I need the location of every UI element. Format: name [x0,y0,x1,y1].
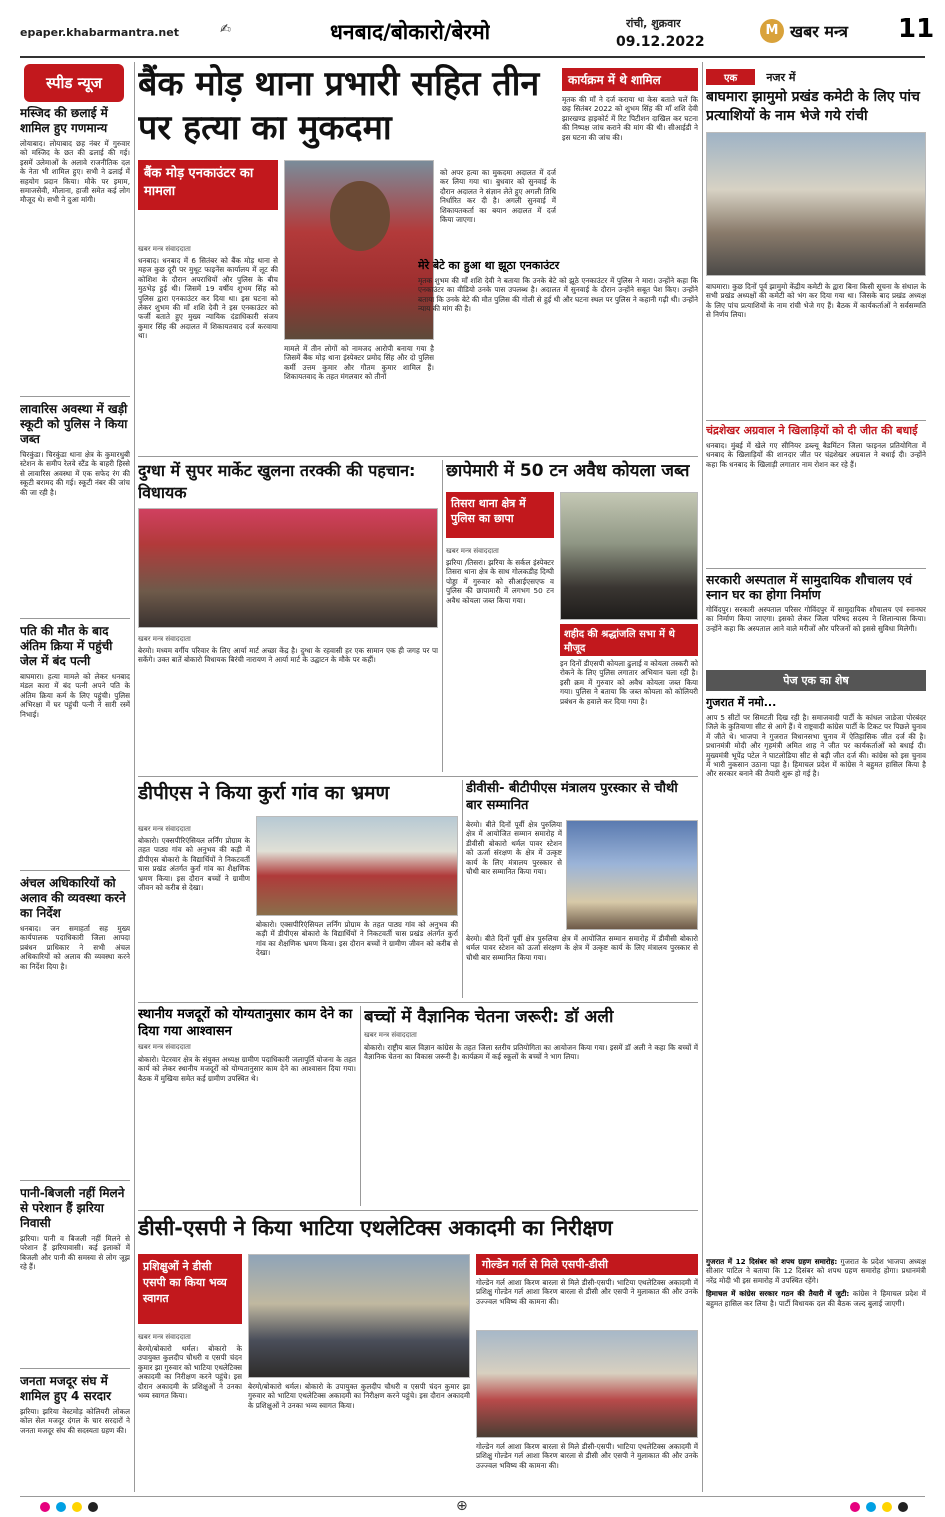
gujarat-subsection [706,1257,926,1285]
gujarat-sub-headline: गुजरात में 12 दिसंबर को शपथ ग्रहण समारोह: [706,1257,838,1266]
encounter-box [418,258,698,452]
golden-girl-box [476,1254,698,1490]
at-a-glance-tag [706,66,802,82]
tribute-headline: शहीद की श्रद्धांजलि सभा में थे मौजूद [560,624,698,656]
science-byline: खबर मन्त्र संवाददाता [364,1031,417,1039]
color-dot [882,1502,892,1512]
main-headline: बैंक मोड़ थाना प्रभारी सहित तीन पर हत्या का मुकदमा [138,64,540,148]
photo-award-ceremony [566,820,698,930]
city-day: रांची, शुक्रवार [626,17,681,30]
speed-item-title: अंचल अधिकारियों को अलाव की व्यवस्था करने का निर्देश [20,876,126,920]
gujarat-headline: गुजरात में नमो... [706,696,777,709]
speed-news-item [20,402,130,612]
main-byline: खबर मन्त्र संवाददाता [138,245,191,253]
dps-body-cont: बोकारो। एक्सपीरिएंसियल लर्निंग प्रोग्राम के तहत पाठ्य गांव को अनुभव की कड़ी में डीपीएस बोकारो के विद्यार्थियों ने निकटवर्ती चास प्रखंड अंतर्गत कुर्रा गांव का शैक्षणिक भ्रमण किया। इस दौरान बच्चों ने ग्रामीण जीवन को करीब से देखा। [256,920,458,958]
crosshair-icon: ⊕ [456,1500,468,1514]
academy-sub-box [138,1254,242,1324]
brand-m-icon: M [760,19,784,43]
tag-left: एक [706,69,755,85]
workers-headline: स्थानीय मजदूरों को योग्यतानुसार काम देने का दिया गया आश्वासन [138,1007,353,1039]
dps-byline: खबर मन्त्र संवाददाता [138,825,191,833]
divider [138,1210,698,1211]
speed-item-title: मस्जिद की छलाई में शामिल हुए गणमान्य [20,106,108,135]
cursor-icon: ✍ [220,22,231,37]
continued-section-title: पेज एक का शेष [706,670,926,691]
academy-headline: डीसी-एसपी ने किया भाटिया एथलेटिक्स अकादमी का निरीक्षण [138,1216,613,1240]
workers-byline: खबर मन्त्र संवाददाता [138,1043,191,1051]
raid-sub-box [446,492,554,538]
supermarket-headline: दुग्धा में सुपर मार्केट खुलना तरक्की की पहचान: विधायक [138,461,416,502]
workers-body: बोकारो। पेटरवार क्षेत्र के संयुक्त अध्यक्ष ग्रामीण पदाधिकारी जलापूर्ति योजना के तहत कार्य को लेकर स्थानीय मजदूरों को योग्यतानुसार काम देने का आश्वासन दिया गया। बैठक में मुखिया समेत कई ग्रामीण उपस्थित थे। [138,1055,356,1083]
right-story-jmm [706,62,926,420]
himachal-sub-headline: हिमाचल में कांग्रेस सरकार गठन की तैयारी में जुटी: [706,1289,850,1299]
divider [20,1368,130,1369]
section-title: धनबाद/बोकारो/बेरमो [330,20,491,44]
divider [20,1180,130,1181]
encounter-body: मृतक शुभम की माँ शशि देवी ने बताया कि उनके बेटे को झूठे एनकाउंटर में पुलिस ने मारा। उन्होंने कहा कि एनकाउंटर का वीडियो उनके पास उपलब्ध है। अदालत में सुनवाई के दौरान उन्होंने सबूत पेश किए। उन्होंने बताया कि उनके बेटे की मौत पुलिस की गोली से हुई थी और घटना स्थल पर पुलिस ने कहानी गढ़ी थी। उन्होंने न्याय की मांग की है। [418,276,698,314]
raid-body: झरिया /तिसरा। झरिया के सर्कल इंस्पेक्टर तिसरा थाना क्षेत्र के साथ गोलकडीह दिग्घी पोड्डा में गुरुवार को सीआईएसएफ व पुलिस की छापामारी में लगभग 50 टन अवैध कोयला जब्त किया गया। [446,558,554,605]
epaper-url[interactable]: epaper.khabarmantra.net [20,26,179,39]
color-dot [898,1502,908,1512]
gujarat-story [706,670,926,1492]
dps-headline: डीपीएस ने किया कुर्रा गांव का भ्रमण [138,782,390,804]
raid-sub: तिसरा थाना क्षेत्र में पुलिस का छापा [451,497,526,525]
golden-girl-title: गोल्डेन गर्ल से मिले एसपी-डीसी [476,1254,698,1275]
academy-byline: खबर मन्त्र संवाददाता [138,1333,191,1341]
supermarket-story [138,460,438,772]
academy-story [138,1214,698,1492]
divider [20,870,130,871]
speed-item-body: बाघमारा। हत्या मामले को लेकर धनबाद मंडल कारा में बंद पत्नी अपने पति के अंतिम क्रिया कर्म के लिए पहुंची। पुलिस अभिरक्षा में घर पहुंची पत्नी ने सारी रस्में निभाई। [20,672,130,719]
main-body-1: धनबाद। धनबाद में 6 सितंबर को बैंक मोड़ थाना से महज कुछ दूरी पर मुथूट फाइनेंस कार्यालय में लूट की कोशिश के दौरान अपराधियों और पुलिस के बीच मुठभेड़ हुई थी। जिसमें 19 वर्षीय शुभम सिंह को पुलिस द्वारा एनकाउंटर कर दिया था। इस घटना को लेकर शुभम की माँ शशि देवी ने इस एनकाउंटर को फर्जी बताते हुए मुख्य न्यायिक दंडाधिकारी संजय कुमार सिंह की अदालत में शिकायतवाद दर्ज करवाया था। [138,256,278,341]
dps-story [138,780,458,998]
speed-item-body: झरिया। पानी व बिजली नहीं मिलने से परेशान हैं झरियावासी। कई इलाकों में बिजली और पानी की समस्या से लोग जूझ रहे हैं। [20,1234,130,1272]
workers-story [138,1006,356,1206]
footer-rule [20,1496,925,1497]
science-body: बोकारो। राष्ट्रीय बाल विज्ञान कांग्रेस के तहत जिला स्तरीय प्रतियोगिता का आयोजन किया गया। इसमें डॉ अली ने कहा कि बच्चों में वैज्ञानिक चेतना का विकास जरूरी है। कार्यक्रम में कई स्कूलों के बच्चों ने भाग लिया। [364,1043,698,1062]
speed-item-title: पानी-बिजली नहीं मिलने से परेशान हैं झरिया निवासी [20,1186,125,1230]
toilet-body: गोविंदपुर। सरकारी अस्पताल परिसर गोविंदपुर में सामुदायिक शौचालय एवं स्नानघर का निर्माण किया जाएगा। इसको लेकर जिला परिषद सदस्य ने शिलान्यास किया। उन्होंने कहा कि अस्पताल आने वाले मरीजों और परिजनों को इससे सुविधा मिलेगी। [706,605,926,633]
dvc-headline: डीवीसी- बीटीपीएस मंत्रालय पुरस्कार से चौथी बार सम्मानित [466,781,678,813]
academy-body-cont: बेरमो/बोकारो थर्मल। बोकारो के उपायुक्त कुलदीप चौधरी व एसपी चंदन कुमार झा गुरुवार को भाटिया एथलेटिक्स अकादमी का निरीक्षण करने पहुंचे। इस दौरान अकादमी के प्रशिक्षुओं ने उनका भव्य स्वागत किया। [248,1382,470,1410]
himachal-sub-body: कांग्रेस ने हिमाचल प्रदेश में बहुमत हासिल कर लिया है। पार्टी विधायक दल की बैठक जल्द बुलाई जाएगी। [706,1289,926,1308]
right-story-badminton [706,424,926,566]
program-box-body: मृतक की माँ ने दर्ज कराया था केस बताते चलें कि छह सितंबर 2022 को शुभम सिंह की माँ शशि देवी झारखण्ड हाइकोर्ट में रिट पिटीशन दाखिल कर घटना की निष्पक्ष जांच कराने की मांग की थी। सीआईडी ने इस घटना की जांच की। [562,95,698,142]
column-divider [462,780,463,998]
academy-body: बेरमो/बोकारो थर्मल। बोकारो के उपायुक्त कुलदीप चौधरी व एसपी चंदन कुमार झा गुरुवार को भाटिया एथलेटिक्स अकादमी का निरीक्षण करने पहुंचे। इस दौरान अकादमी के प्रशिक्षुओं ने उनका भव्य स्वागत किया। [138,1344,242,1401]
column-divider [442,460,443,772]
photo-academy-visit [248,1254,470,1378]
program-box [562,68,698,258]
divider [138,1002,698,1003]
speed-item-body: लोयाबाद। लोयाबाद छह नंबर में गुरुवार को मस्जिद के छत की ढलाई की गई। इसमें उलेमाओं के अलावे राजनीतिक दल के नेता भी शामिल हुए। सभी ने ढलाई में सहयोग प्रदान किया। मौके पर इमाम, समाजसेवी, मौलाना, हाजी समेत कई लोग मौजूद थे। सभी ने दुआ मांगी। [20,139,130,205]
toilet-headline: सरकारी अस्पताल में सामुदायिक शौचालय एवं स्नान घर का होगा निर्माण [706,572,912,602]
main-body-2: मामले में तीन लोगों को नामजद आरोपी बनाया गया है जिसमें बैंक मोड़ थाना इंस्पेक्टर प्रमोद सिंह और दो पुलिस कर्मी उत्तम कुमार और गौतम कुमार शामिल हैं। शिकायतवाद के तहत मंगलवार को तीनों [284,344,434,382]
speed-item-body: चिरकुंडा। चिरकुंडा थाना क्षेत्र के कुमारधुबी स्टेशन के समीप रेलवे स्टैंड के बाहरी हिस्से से लावारिस अवस्था में एक सफेद रंग की स्कूटी बरामद की गई। स्कूटी नंबर की जांच की जा रही है। [20,450,130,497]
gujarat-sub-body: गुजरात के प्रदेश भाजपा अध्यक्ष सीआर पाटिल ने बताया कि 12 दिसंबर को शपथ ग्रहण समारोह होगा। प्रधानमंत्री नरेंद्र मोदी भी इस समारोह में उपस्थित रहेंगे। [706,1257,926,1285]
academy-sub: प्रशिक्षुओं ने डीसी एसपी का किया भव्य स्वागत [143,1260,227,1305]
face-shape [330,181,390,251]
main-subtitle-box [138,160,278,210]
registration-marks [0,1500,945,1514]
science-story [364,1006,698,1206]
brand-name: खबर मन्त्र [790,22,848,41]
photo-market-inauguration [138,508,438,628]
speed-item-title: जनता मजदूर संघ में शामिल हुए 4 सरदार [20,1374,111,1403]
program-box-title: कार्यक्रम में थे शामिल [562,68,698,91]
tribute-box [560,624,698,770]
dvc-body-cont: बेरमो। बीते दिनों पूर्वी क्षेत्र पुरुलिया क्षेत्र में आयोजित सम्मान समारोह में डीवीसी बोकारो थर्मल पावर स्टेशन को ऊर्जा संरक्षण के क्षेत्र में उत्कृष्ट कार्य के लिए मंत्रालय पुरस्कार से चौथी बार सम्मानित किया गया। [466,934,698,962]
divider [20,618,130,619]
color-dot [88,1502,98,1512]
jmm-body: बाघमारा। कुछ दिनों पूर्व झामुमो केंद्रीय कमेटी के द्वारा बिना किसी सूचना के संथाल के सभी प्रखंड अध्यक्षों की कमेटी को भंग कर दिया गया था। जिसके बाद प्रखंड अध्यक्ष के लिए पांच प्रत्याशियों के नाम रांची भेजे गए हैं। बैठक में कार्यकर्ताओं ने सर्वसम्मति से निर्णय लिया। [706,282,926,320]
column-divider [702,62,703,1492]
header-rule [20,56,925,58]
golden-girl-body-cont: गोल्डेन गर्ल आशा किरण बारला से मिले डीसी-एसपी। भाटिया एथलेटिक्स अकादमी में प्रशिक्षु गोल्डेन गर्ल आशा किरण बारला से डीसी और एसपी ने मुलाकात की और उनके उज्ज्वल भविष्य की कामना की। [476,1442,698,1470]
jmm-headline: बाघमारा झामुमो प्रखंड कमेटी के लिए पांच प्रत्याशियों के नाम भेजे गये रांची [706,89,920,124]
golden-girl-body: गोल्डेन गर्ल आशा किरण बारला से मिले डीसी-एसपी। भाटिया एथलेटिक्स अकादमी में प्रशिक्षु गोल्डेन गर्ल आशा किरण बारला से डीसी और एसपी ने मुलाकात की और उनके उज्ज्वल भविष्य की कामना की। [476,1278,698,1306]
badminton-body: धनबाद। मुंबई में खेले गए सीनियर डब्ल्यू बैडमिंटन जिला फाइनल प्रतियोगिता में धनबाद के खिलाड़ियों की शानदार जीत पर चंद्रशेखर अग्रवाल ने बधाई दी। उन्होंने कहा कि धनबाद के खिलाड़ी लगातार नाम रोशन कर रहे हैं। [706,441,926,469]
encounter-title: मेरे बेटे का हुआ था झूठा एनकाउंटर [418,259,560,272]
right-story-toilet [706,572,926,668]
himachal-subsection [706,1289,926,1308]
gujarat-body: आप 5 सीटों पर सिमटती दिख रही है। समाजवादी पार्टी के कांधल जाडेजा पोरबंदर जिले के कुतियाणा सीट से आगे हैं। ये राष्ट्रवादी कांग्रेस पार्टी के टिकट पर पिछले चुनाव में जीते थे। भाजपा ने गुजरात विधानसभा चुनाव में ऐतिहासिक जीत दर्ज की है। प्रधानमंत्री मोदी और गृहमंत्री अमित शाह ने जीत पर कार्यकर्ताओं को बधाई दी। मुख्यमंत्री भूपेंद्र पटेल ने घाटलोडिया सीट से बड़ी जीत दर्ज की। कांग्रेस को इस चुनाव में भारी नुकसान उठाना पड़ा है। हिमाचल प्रदेश में कांग्रेस ने बहुमत हासिल किया है और सरकार बनाने की तैयारी शुरू हो गई है। [706,713,926,779]
color-dot [56,1502,66,1512]
main-story [138,62,698,452]
photo-coal-seized [560,492,698,620]
raid-headline: छापेमारी में 50 टन अवैध कोयला जब्त [446,461,690,481]
column-divider [134,62,135,1492]
photo-golden-girl [476,1330,698,1438]
speed-item-title: पति की मौत के बाद अंतिम क्रिया में पहुंची जेल में बंद पत्नी [20,624,113,668]
badminton-headline: चंद्रशेखर अग्रवाल ने खिलाड़ियों को दी जीत की बधाई [706,424,918,437]
color-dot [72,1502,82,1512]
dvc-story [466,780,698,998]
speed-news-item [20,1374,130,1492]
page-number: 11 [898,14,935,44]
photo-village-visit [256,816,458,916]
dps-body: बोकारो। एक्सपीरिएंसियल लर्निंग प्रोग्राम के तहत पाठ्य गांव को अनुभव की कड़ी में डीपीएस बोकारो के विद्यार्थियों ने निकटवर्ती चास प्रखंड अंतर्गत कुर्रा गांव का शैक्षणिक भ्रमण किया। इस दौरान बच्चों ने ग्रामीण जीवन को करीब से देखा। [138,836,250,893]
main-subtitle: बैंक मोड़ एनकाउंटर का मामला [144,166,254,199]
speed-news-item [20,106,130,394]
main-body-3: को अपर हत्या का मुकदमा अदालत में दर्ज कर लिया गया था। बुधवार को सुनवाई के दौरान अदालत ने संज्ञान लेते हुए अगली तिथि निर्धारित कर दी है। अगली सुनवाई में शिकायतकर्ता का बयान अदालत में दर्ज किया जाएगा। [440,168,556,225]
divider [706,568,926,569]
speed-item-title: लावारिस अवस्था में खड़ी स्कूटी को पुलिस ने किया जब्त [20,402,128,446]
speed-news-column [20,62,130,1492]
masthead [0,0,945,56]
speed-news-logo-text: स्पीड न्यूज [46,74,102,92]
column-divider [360,1006,361,1206]
speed-news-item [20,624,130,864]
supermarket-byline: खबर मन्त्र संवाददाता [138,635,191,643]
tribute-body: इन दिनों डीएसपी कोयला ढुलाई व कोयला तस्करी को रोकने के लिए पुलिस लगातार अभियान चला रही है। इसी क्रम में गुरुवार को अवैध कोयला जब्त किया गया। पुलिस ने बताया कि जब्त कोयला को कोलियरी प्रबंधन के हवाले कर दिया गया है। [560,659,698,706]
divider [138,776,698,777]
dvc-body: बेरमो। बीते दिनों पूर्वी क्षेत्र पुरुलिया क्षेत्र में आयोजित सम्मान समारोह में डीवीसी बोकारो थर्मल पावर स्टेशन को ऊर्जा संरक्षण के क्षेत्र में उत्कृष्ट कार्य के लिए मंत्रालय पुरस्कार से चौथी बार सम्मानित किया गया। [466,820,562,877]
divider [20,396,130,397]
speed-news-item [20,876,130,1174]
speed-news-logo [24,64,124,102]
raid-story [446,460,698,772]
divider [138,456,698,457]
divider [706,420,926,421]
raid-byline: खबर मन्त्र संवाददाता [446,547,499,555]
color-dot [850,1502,860,1512]
page-date: 09.12.2022 [616,34,705,50]
color-dot [40,1502,50,1512]
tag-right: नजर में [766,71,796,84]
supermarket-body: बेरमो। मध्यम वर्गीय परिवार के लिए आर्या मार्ट अच्छा केंद्र है। दुग्धा के रहवासी हर एक सामान एक ही जगह पर पा सकेंगे। उक्त बातें बोकारो विधायक बिरंची नारायण ने आर्या मार्ट के उद्घाटन के मौके पर कहीं। [138,646,438,665]
photo-crowd [706,132,926,276]
speed-news-item [20,1186,130,1366]
speed-item-body: झरिया। झरिया वेस्टमोड़ कोलियरी लोकल कोल सेल मजदूर दंगल के चार सरदारों ने जनता मजदूर संघ की सदस्यता ग्रहण की। [20,1407,130,1435]
color-dot [866,1502,876,1512]
photo-woman-red-scarf [284,160,434,340]
science-headline: बच्चों में वैज्ञानिक चेतना जरूरी: डॉ अली [364,1007,614,1027]
speed-item-body: धनबाद। जन समाहर्ता सह मुख्य कार्यपालक पदाधिकारी जिला आपदा प्रबंधन प्राधिकार ने सभी अंचल अधिकारियों को अलाव की व्यवस्था करने का निर्देश दिया है। [20,924,130,971]
brand-logo [760,18,880,44]
